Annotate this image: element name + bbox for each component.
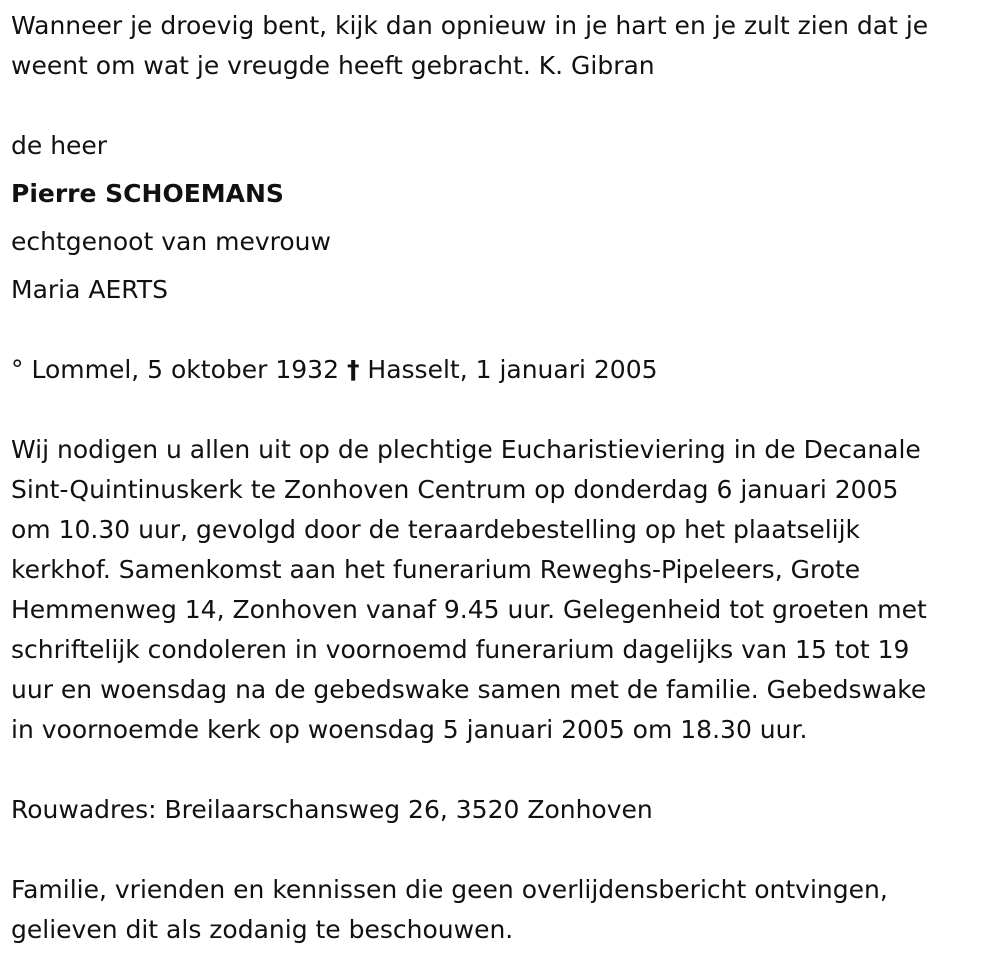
birth-date-place: Lommel, 5 oktober 1932 xyxy=(31,355,339,384)
birth-symbol: ° xyxy=(11,355,24,384)
closing-line-1: Familie, vrienden en kennissen die geen overlijdensbericht ontvingen, xyxy=(11,875,888,904)
mourning-address: Rouwadres: Breilaarschansweg 26, 3520 Zonhoven xyxy=(11,795,653,824)
quote-line-1: Wanneer je droevig bent, kijk dan opnieuw in je hart en je zult zien dat je xyxy=(11,11,929,40)
death-date-place: Hasselt, 1 januari 2005 xyxy=(367,355,658,384)
invitation-line: schriftelijk condoleren in voornoemd funerarium dagelijks van 15 tot 19 xyxy=(11,635,910,664)
invitation-line: om 10.30 uur, gevolgd door de teraardebestelling op het plaatselijk xyxy=(11,515,861,544)
cross-icon: † xyxy=(346,355,360,384)
invitation-line: Wij nodigen u allen uit op de plechtige Eucharistieviering in de Decanale xyxy=(11,435,921,464)
invitation-line: uur en woensdag na de gebedswake samen met de familie. Gebedswake xyxy=(11,675,927,704)
spouse-label: echtgenoot van mevrouw xyxy=(11,227,331,256)
quote-line-2: weent om wat je vreugde heeft gebracht. K. Gibran xyxy=(11,51,655,80)
birth-death-dates xyxy=(11,350,1000,390)
invitation-line: Sint-Quintinuskerk te Zonhoven Centrum op donderdag 6 januari 2005 xyxy=(11,475,899,504)
spouse-name: Maria AERTS xyxy=(11,275,168,304)
closing-paragraph xyxy=(11,870,1000,950)
invitation-line: in voornoemde kerk op woensdag 5 januari 2005 om 18.30 uur. xyxy=(11,715,808,744)
quote xyxy=(11,6,1000,86)
invitation-line: kerkhof. Samenkomst aan het funerarium Reweghs-Pipeleers, Grote xyxy=(11,555,861,584)
invitation-line: Hemmenweg 14, Zonhoven vanaf 9.45 uur. Gelegenheid tot groeten met xyxy=(11,595,927,624)
salutation: de heer xyxy=(11,131,108,160)
invitation-paragraph xyxy=(11,430,1000,750)
deceased-name: Pierre SCHOEMANS xyxy=(11,179,284,208)
closing-line-2: gelieven dit als zodanig te beschouwen. xyxy=(11,915,514,944)
